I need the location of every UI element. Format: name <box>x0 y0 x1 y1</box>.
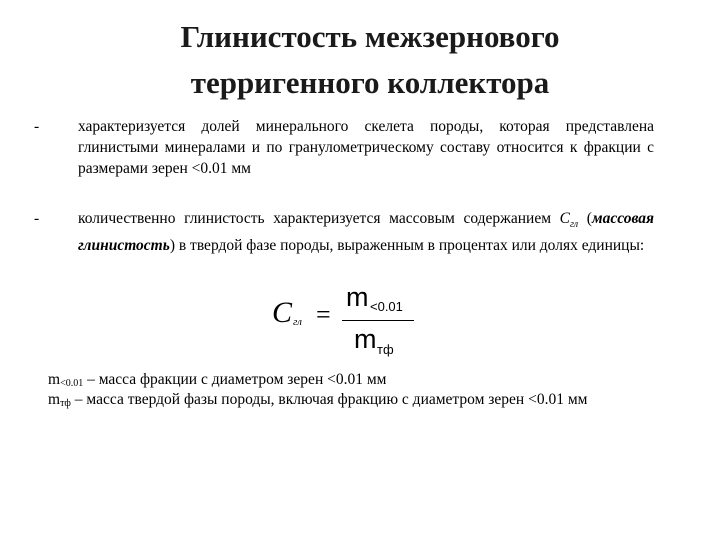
bullet-dash: - <box>34 118 40 135</box>
definition-m-solid <box>48 390 668 410</box>
formula-numerator: m <box>346 282 369 312</box>
formula-denominator-subscript: тф <box>377 342 394 357</box>
bullet-text-part3: ) в твердой фазе породы, выраженным в процентах или долях единицы: <box>169 237 645 255</box>
formula-denominator: m <box>354 324 377 354</box>
emphasis-mass-clay: массовая глинистость <box>78 210 654 255</box>
symbol-c-subscript: гл <box>570 219 579 231</box>
definition-m-fraction <box>48 370 668 390</box>
formula-lhs-subscript: гл <box>293 316 302 328</box>
bullet-text-part2: ( <box>578 210 592 227</box>
clay-content-formula <box>270 282 420 362</box>
def-text: – масса твердой фазы породы, включая фракцию с диаметром зерен <0.01 мм <box>70 391 588 408</box>
def-symbol-subscript: тф <box>60 398 71 409</box>
formula-equals: = <box>316 300 331 329</box>
def-symbol: m <box>48 391 61 408</box>
variable-definitions <box>48 370 668 410</box>
fraction-bar <box>342 320 414 321</box>
def-symbol: m <box>48 371 61 388</box>
bullet-text <box>78 208 654 256</box>
formula-numerator-subscript: <0.01 <box>370 299 403 314</box>
title-line-2: терригенного коллектора <box>190 65 550 100</box>
slide-title <box>90 14 650 106</box>
bullet-text: характеризуется долей минерального скелета породы, которая представлена глинистыми минералами и по гранулометрическому составу относится к фракции с размерами зерен <0.01 мм <box>78 118 654 177</box>
bullet-text-part1: количественно глинистость характеризуется массовым содержанием <box>78 210 560 227</box>
def-text: – масса фракции с диаметром зерен <0.01 мм <box>83 371 387 388</box>
title-line-1: Глинистость межзернового <box>180 19 560 54</box>
symbol-c: C <box>559 210 570 227</box>
formula-lhs: C <box>272 296 293 329</box>
bullet-dash: - <box>34 210 40 227</box>
def-symbol-subscript: <0.01 <box>60 378 84 389</box>
